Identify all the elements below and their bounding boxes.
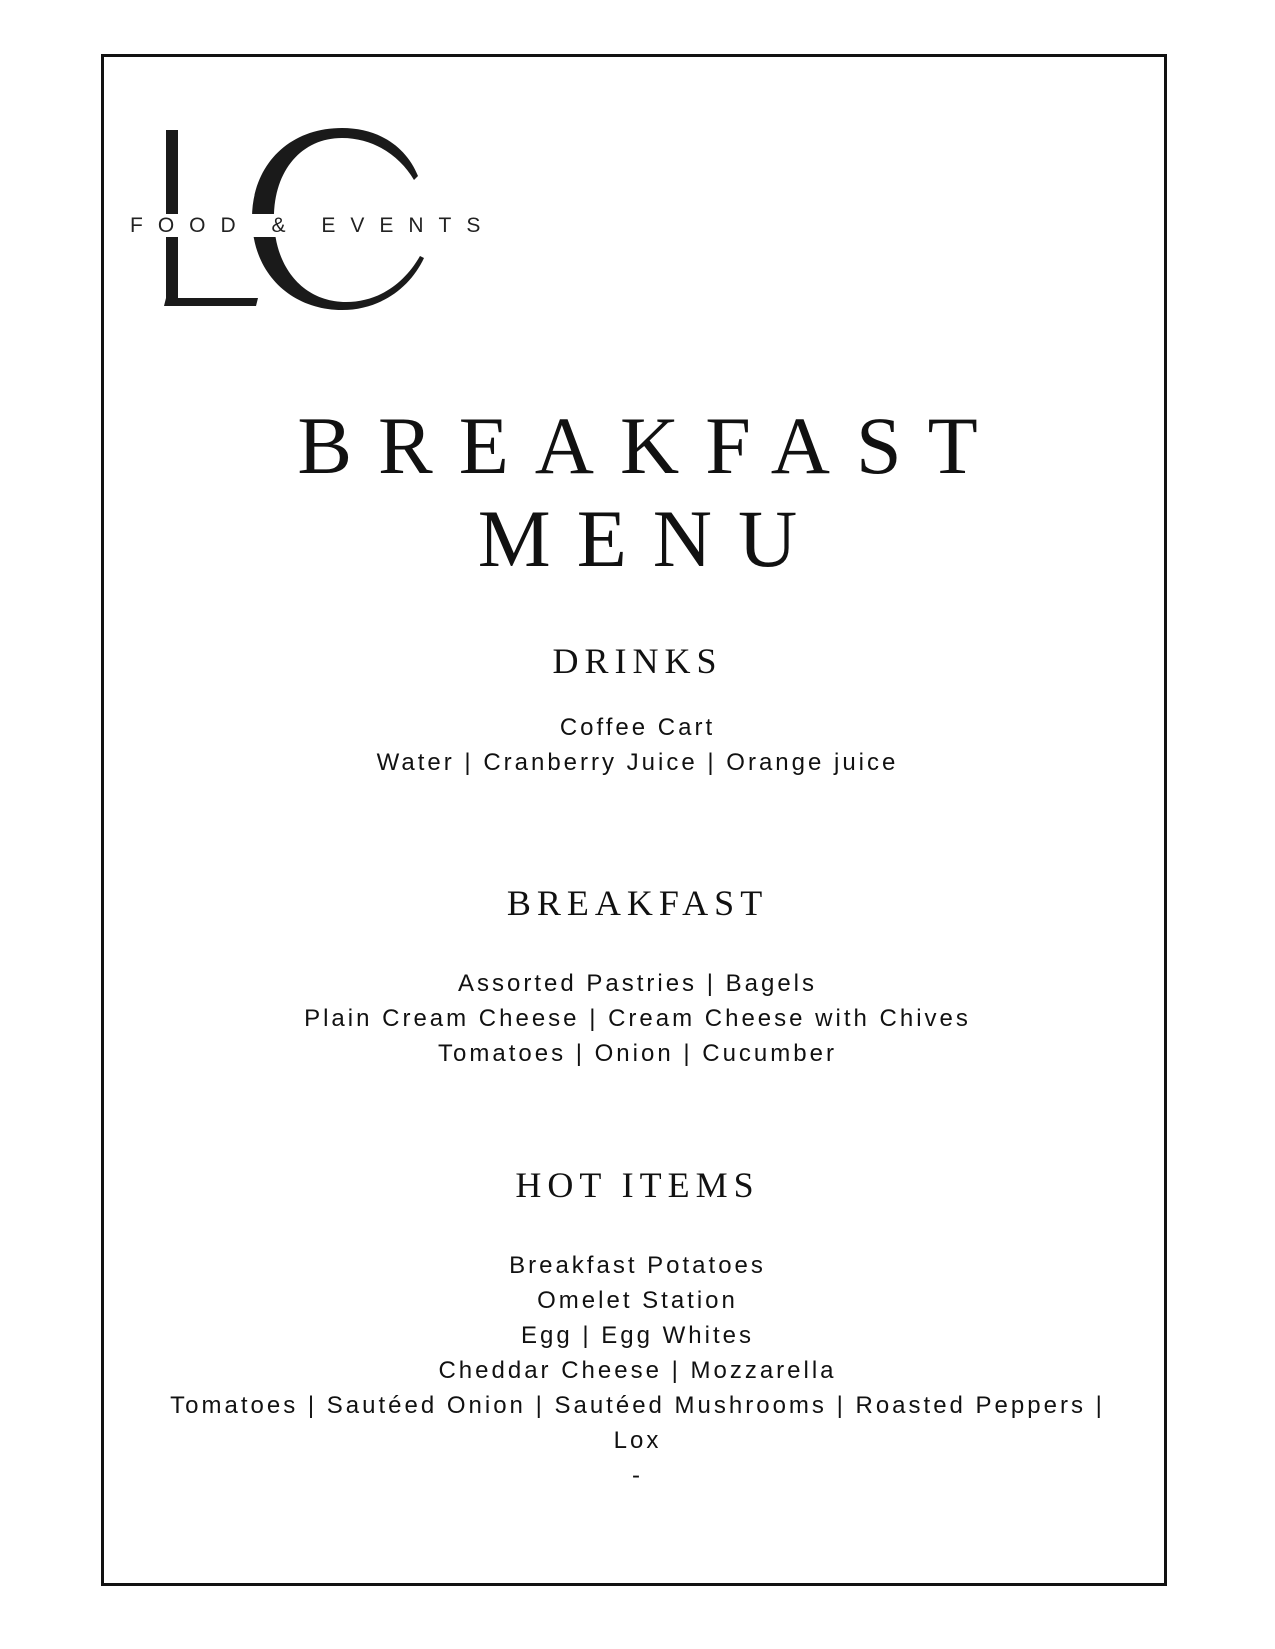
section-items-breakfast [0, 966, 1275, 1071]
menu-item: Coffee Cart [559, 714, 716, 741]
menu-item: Breakfast Potatoes [509, 1252, 766, 1279]
menu-title-line-1: BREAKFAST [297, 400, 1004, 491]
menu-item: Tomatoes | Onion | Cucumber [438, 1040, 837, 1067]
menu-item: Lox [613, 1427, 662, 1454]
menu-item: Tomatoes | Sautéed Onion | Sautéed Mushrooms | Roasted Peppers | [170, 1392, 1105, 1419]
section-heading-drinks: DRINKS [552, 641, 723, 681]
logo-tagline: FOOD & EVENTS [130, 214, 496, 237]
section-items-hot-items [0, 1248, 1275, 1493]
menu-item: Cheddar Cheese | Mozzarella [438, 1357, 837, 1384]
menu-item: Egg | Egg Whites [521, 1322, 754, 1349]
section-heading-breakfast: BREAKFAST [506, 883, 769, 923]
menu-item: Omelet Station [537, 1287, 738, 1314]
company-logo [128, 118, 496, 328]
section-items-drinks [0, 710, 1275, 780]
menu-item: - [632, 1462, 643, 1489]
menu-item: Plain Cream Cheese | Cream Cheese with Chives [304, 1005, 971, 1032]
menu-item: Water | Cranberry Juice | Orange juice [376, 749, 899, 776]
section-heading-hot-items: HOT ITEMS [515, 1165, 760, 1205]
menu-item: Assorted Pastries | Bagels [457, 970, 818, 997]
menu-title-line-2: MENU [477, 493, 824, 584]
